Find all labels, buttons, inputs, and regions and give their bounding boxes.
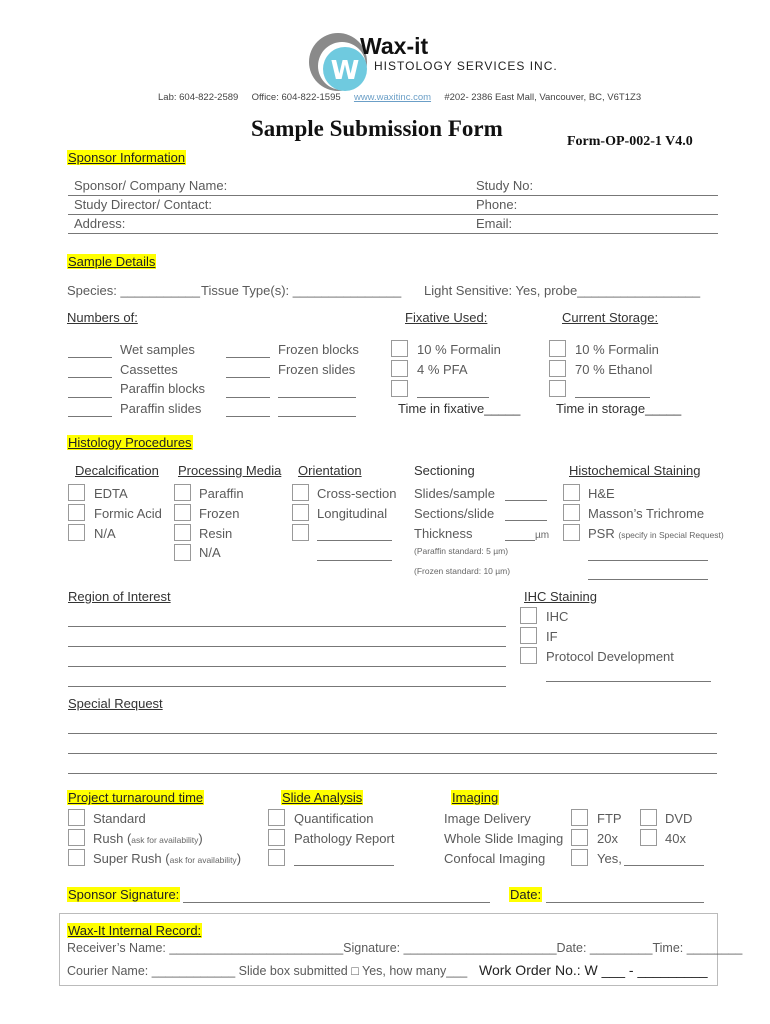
office-phone: Office: 604-822-1595 (251, 92, 341, 103)
fix-other-field[interactable] (417, 397, 489, 398)
turnaround-heading: Project turnaround time (68, 790, 204, 805)
rush-note: ask for availability (131, 835, 199, 845)
phone-label: Phone: (476, 197, 518, 212)
storage-heading: Current Storage: (562, 310, 659, 325)
pathology-label: Pathology Report (294, 831, 395, 846)
frozen-blocks-count-field[interactable] (226, 357, 270, 358)
super-rush-checkbox[interactable] (68, 849, 85, 866)
histology-heading: Histology Procedures (68, 435, 192, 450)
sponsor-heading: Sponsor Information (68, 150, 186, 165)
other-count-field-1[interactable] (226, 397, 270, 398)
20x-checkbox[interactable] (571, 829, 588, 846)
roi-line-3[interactable] (68, 666, 506, 667)
if-checkbox[interactable] (520, 627, 537, 644)
paraffin-label: Paraffin (199, 486, 244, 501)
signature-date-field[interactable] (546, 902, 704, 903)
email-label: Email: (476, 216, 513, 231)
frozen-checkbox[interactable] (174, 504, 191, 521)
sections-slide-label: Sections/slide (414, 506, 495, 521)
ihc-heading: IHC Staining (524, 589, 597, 604)
paraffin-slides-count-field[interactable] (68, 416, 112, 417)
thickness-field[interactable] (505, 540, 535, 541)
masson-label: Masson’s Trichrome (588, 506, 705, 521)
20x-label: 20x (597, 831, 618, 846)
special-line-3[interactable] (68, 773, 717, 774)
dvd-label: DVD (665, 811, 693, 826)
address-field[interactable] (68, 233, 718, 234)
decal-na-checkbox[interactable] (68, 524, 85, 541)
micron-unit: µm (535, 530, 550, 541)
resin-label: Resin (199, 526, 233, 541)
store-ethanol-checkbox[interactable] (549, 360, 566, 377)
ftp-label: FTP (597, 811, 622, 826)
fix-formalin-checkbox[interactable] (391, 340, 408, 357)
light-sensitive-field[interactable]: Light Sensitive: Yes, probe_________________ (424, 283, 701, 298)
company-logo (302, 28, 558, 92)
cross-section-checkbox[interactable] (292, 484, 309, 501)
cross-section-label: Cross-section (317, 486, 397, 501)
he-checkbox[interactable] (563, 484, 580, 501)
sponsor-signature-label: Sponsor Signature: (68, 887, 180, 902)
40x-label: 40x (665, 831, 686, 846)
standard-label: Standard (93, 811, 146, 826)
psr-label: PSR (specify in Special Request) (588, 526, 724, 541)
super-rush-label: Super Rush (ask for availability) (93, 851, 242, 866)
frozen-standard-note: (Frozen standard: 10 µm) (414, 566, 511, 576)
image-delivery-label: Image Delivery (444, 811, 531, 826)
website-link[interactable]: www.waxitinc.com (353, 92, 432, 103)
wet-samples-label: Wet samples (120, 342, 195, 357)
orientation-other-field-2[interactable] (317, 560, 392, 561)
store-formalin-checkbox[interactable] (549, 340, 566, 357)
decal-heading: Decalcification (75, 463, 159, 478)
sample-heading: Sample Details (68, 254, 156, 269)
other-type-field-2[interactable] (278, 416, 356, 417)
longitudinal-label: Longitudinal (317, 506, 388, 521)
formic-checkbox[interactable] (68, 504, 85, 521)
svg-text:W: W (330, 56, 360, 86)
other-type-field-1[interactable] (278, 397, 356, 398)
ihc-other-field[interactable] (546, 681, 711, 682)
courier-line[interactable]: Courier Name: ____________ Slide box submitted □ Yes, how many___ (67, 964, 468, 978)
frozen-label: Frozen (199, 506, 240, 521)
protocol-label: Protocol Development (546, 649, 674, 664)
rush-checkbox[interactable] (68, 829, 85, 846)
he-label: H&E (588, 486, 615, 501)
ihc-checkbox[interactable] (520, 607, 537, 624)
frozen-slides-label: Frozen slides (278, 362, 356, 377)
logo-subtitle: HISTOLOGY SERVICES INC. (374, 59, 558, 73)
numbers-of-heading: Numbers of: (67, 310, 138, 325)
address-label: Address: (74, 216, 126, 231)
sections-slide-field[interactable] (505, 520, 547, 521)
psr-note: (specify in Special Request) (618, 530, 724, 540)
store-ethanol-label: 70 % Ethanol (575, 362, 653, 377)
lab-phone: Lab: 604-822-2589 (158, 92, 239, 103)
form-title: Sample Submission Form (251, 116, 503, 141)
roi-line-2[interactable] (68, 646, 506, 647)
rush-label: Rush (ask for availability) (93, 831, 203, 846)
analysis-other-checkbox[interactable] (268, 849, 285, 866)
confocal-label: Confocal Imaging (444, 851, 546, 866)
psr-checkbox[interactable] (563, 524, 580, 541)
processing-na-checkbox[interactable] (174, 544, 191, 561)
decal-na-label: N/A (94, 526, 116, 541)
sponsor-signature-field[interactable] (183, 902, 490, 903)
fixative-heading: Fixative Used: (405, 310, 488, 325)
imaging-heading: Imaging (452, 790, 499, 805)
species-field[interactable]: Species: ___________ (67, 283, 201, 298)
study-no-label: Study No: (476, 178, 534, 193)
director-field[interactable] (68, 214, 718, 215)
roi-line-1[interactable] (68, 626, 506, 627)
sectioning-heading: Sectioning (414, 463, 475, 478)
internal-heading: Wax-It Internal Record: (68, 923, 202, 938)
whole-slide-label: Whole Slide Imaging (444, 831, 564, 846)
roi-line-4[interactable] (68, 686, 506, 687)
if-label: IF (546, 629, 558, 644)
slides-sample-label: Slides/sample (414, 486, 495, 501)
signature-date-label: Date: (510, 887, 542, 902)
paraffin-slides-label: Paraffin slides (120, 401, 202, 416)
masson-checkbox[interactable] (563, 504, 580, 521)
edta-checkbox[interactable] (68, 484, 85, 501)
cassettes-count-field[interactable] (68, 377, 112, 378)
special-line-1[interactable] (68, 733, 717, 734)
40x-checkbox[interactable] (640, 829, 657, 846)
store-formalin-label: 10 % Formalin (575, 342, 659, 357)
time-storage-field[interactable]: Time in storage_____ (556, 401, 682, 416)
tissue-field[interactable]: Tissue Type(s): _______________ (201, 283, 402, 298)
cassettes-label: Cassettes (120, 362, 178, 377)
logo-brand: Wax-it (360, 33, 429, 59)
fix-other-checkbox[interactable] (391, 380, 408, 397)
orientation-other-field[interactable] (317, 540, 392, 541)
street-address: #202- 2386 East Mall, Vancouver, BC, V6T1Z3 (444, 92, 642, 103)
fix-pfa-checkbox[interactable] (391, 360, 408, 377)
fix-formalin-label: 10 % Formalin (417, 342, 501, 357)
quantification-checkbox[interactable] (268, 809, 285, 826)
store-other-field[interactable] (575, 397, 650, 398)
analysis-heading: Slide Analysis (282, 790, 363, 805)
confocal-yes-checkbox[interactable] (571, 849, 588, 866)
ihc-label: IHC (546, 609, 569, 624)
histochem-heading: Histochemical Staining (569, 463, 701, 478)
roi-heading: Region of Interest (68, 589, 171, 604)
receiver-line[interactable]: Receiver’s Name: _________________________Signature: ______________________Date: _________Time: ________ (67, 941, 743, 955)
quantification-label: Quantification (294, 811, 374, 826)
longitudinal-checkbox[interactable] (292, 504, 309, 521)
confocal-detail-field[interactable] (624, 865, 704, 866)
store-other-checkbox[interactable] (549, 380, 566, 397)
orientation-heading: Orientation (298, 463, 362, 478)
time-fixative-field[interactable]: Time in fixative_____ (398, 401, 521, 416)
slides-sample-field[interactable] (505, 500, 547, 501)
company-label: Sponsor/ Company Name: (74, 178, 228, 193)
analysis-other-field[interactable] (294, 865, 394, 866)
work-order-field[interactable]: Work Order No.: W ___ - _________ (479, 962, 708, 978)
paraffin-blocks-count-field[interactable] (68, 397, 112, 398)
histochem-other-field-2[interactable] (588, 579, 708, 580)
thickness-label: Thickness (414, 526, 473, 541)
pathology-checkbox[interactable] (268, 829, 285, 846)
histochem-other-field[interactable] (588, 560, 708, 561)
resin-checkbox[interactable] (174, 524, 191, 541)
paraffin-blocks-label: Paraffin blocks (120, 381, 206, 396)
formic-label: Formic Acid (94, 506, 162, 521)
director-label: Study Director/ Contact: (74, 197, 212, 212)
other-count-field-2[interactable] (226, 416, 270, 417)
wet-count-field[interactable] (68, 357, 112, 358)
contact-bar (158, 92, 641, 103)
orientation-other-checkbox[interactable] (292, 524, 309, 541)
processing-heading: Processing Media (178, 463, 282, 478)
frozen-slides-count-field[interactable] (226, 377, 270, 378)
super-rush-note: ask for availability (169, 855, 237, 865)
fix-pfa-label: 4 % PFA (417, 362, 468, 377)
dvd-checkbox[interactable] (640, 809, 657, 826)
special-line-2[interactable] (68, 753, 717, 754)
paraffin-checkbox[interactable] (174, 484, 191, 501)
ftp-checkbox[interactable] (571, 809, 588, 826)
frozen-blocks-label: Frozen blocks (278, 342, 359, 357)
protocol-checkbox[interactable] (520, 647, 537, 664)
processing-na-label: N/A (199, 545, 221, 560)
paraffin-standard-note: (Paraffin standard: 5 µm) (414, 546, 509, 556)
form-id: Form-OP-002-1 V4.0 (567, 134, 693, 149)
special-heading: Special Request (68, 696, 163, 711)
standard-checkbox[interactable] (68, 809, 85, 826)
confocal-yes-label: Yes, (597, 851, 622, 866)
company-field[interactable] (68, 195, 718, 196)
edta-label: EDTA (94, 486, 128, 501)
